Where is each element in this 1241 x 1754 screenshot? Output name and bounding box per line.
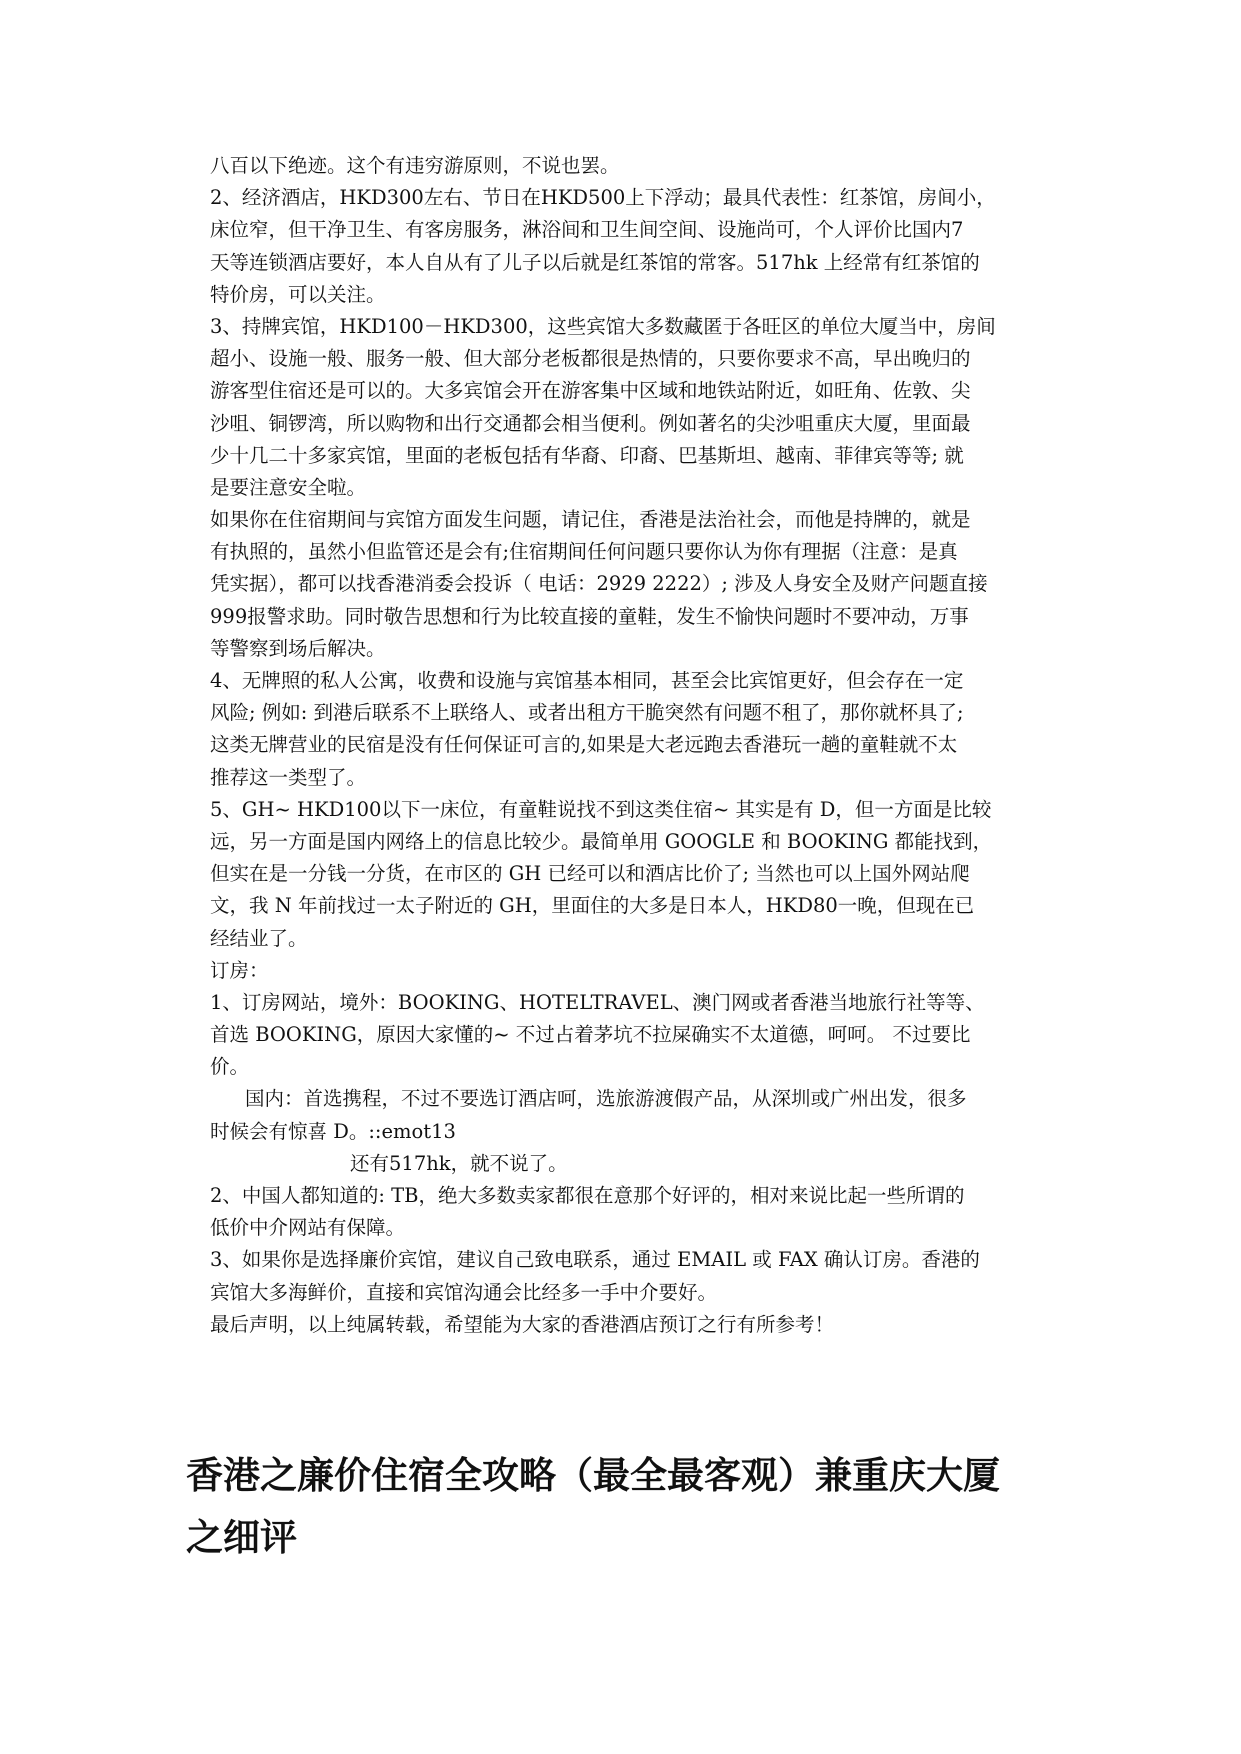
text-line: 风险; 例如: 到港后联系不上联络人、或者出租方干脆突然有问题不租了，那你就杯具了;	[210, 701, 964, 725]
text-line: 最后声明，以上纯属转载，希望能为大家的香港酒店预订之行有所参考！	[210, 1312, 835, 1336]
text-line: 订房：	[210, 958, 269, 982]
text-line: 低价中介网站有保障。	[210, 1216, 406, 1240]
text-line: 价。	[210, 1055, 250, 1079]
text-line: 少十几二十多家宾馆，里面的老板包括有华裔、印裔、巴基斯坦、越南、菲律宾等等; 就	[210, 443, 964, 467]
text-line: 凭实据），都可以找香港消委会投诉（ 电话：2929 2222）; 涉及人身安全及财产问题直接	[210, 572, 988, 596]
text-line: 时候会有惊喜 D。::emot13	[210, 1119, 456, 1143]
heading-line: 之细评	[186, 1516, 297, 1559]
text-line: 是要注意安全啦。	[210, 475, 367, 499]
text-line: 999报警求助。同时敬告思想和行为比较直接的童鞋，发生不愉快问题时不要冲动，万事	[210, 604, 969, 628]
text-line: 但实在是一分钱一分货，在市区的 GH 已经可以和酒店比价了; 当然也可以上国外网站爬	[210, 862, 970, 886]
article-body	[210, 150, 1055, 1341]
text-line: 特价房，可以关注。	[210, 282, 386, 306]
text-line: 这类无牌营业的民宿是没有任何保证可言的,如果是大老远跑去香港玩一趟的童鞋就不太	[210, 733, 958, 757]
text-line: 推荐这一类型了。	[210, 765, 367, 789]
text-line: 还有517hk，就不说了。	[350, 1151, 568, 1175]
text-line: 首选 BOOKING，原因大家懂的~ 不过占着茅坑不拉屎确实不太道德，呵呵。 不过要比	[210, 1023, 971, 1047]
text-line: 远，另一方面是国内网络上的信息比较少。最简单用 GOOGLE 和 BOOKING 都能找到，	[210, 829, 993, 853]
text-line: 国内：首选携程，不过不要选订酒店呵，选旅游渡假产品，从深圳或广州出发，很多	[245, 1087, 967, 1111]
text-line: 1、订房网站，境外：BOOKING、HOTELTRAVEL、澳门网或者香港当地旅行社等等、	[210, 990, 985, 1014]
text-line: 4、无牌照的私人公寓，收费和设施与宾馆基本相同，甚至会比宾馆更好，但会存在一定	[210, 669, 964, 692]
text-line: 如果你在住宿期间与宾馆方面发生问题，请记住，香港是法治社会，而他是持牌的，就是	[210, 508, 971, 532]
text-line: 床位窄，但干净卫生、有客房服务，淋浴间和卫生间空间、设施尚可，个人评价比国内7	[210, 218, 964, 242]
text-line: 沙咀、铜锣湾，所以购物和出行交通都会相当便利。例如著名的尖沙咀重庆大厦，里面最	[210, 411, 971, 435]
text-line: 有执照的，虽然小但监管还是会有;住宿期间任何问题只要你认为你有理据（注意：是真	[210, 540, 958, 564]
heading-line: 香港之廉价住宿全攻略（最全最客观）兼重庆大厦	[186, 1454, 1000, 1497]
text-line: 超小、设施一般、服务一般、但大部分老板都很是热情的，只要你要求不高，早出晚归的	[210, 347, 971, 371]
text-line: 等警察到场后解决。	[210, 636, 386, 660]
text-line: 经结业了。	[210, 926, 308, 950]
text-line: 2、中国人都知道的: TB，绝大多数卖家都很在意那个好评的，相对来说比起一些所谓的	[210, 1184, 965, 1207]
text-line: 5、GH~ HKD100以下一床位，有童鞋说找不到这类住宿~ 其实是有 D，但一方面是比较	[210, 797, 992, 821]
text-line: 八百以下绝迹。这个有违穷游原则，不说也罢。	[210, 154, 620, 177]
text-line: 3、如果你是选择廉价宾馆，建议自己致电联系，通过 EMAIL 或 FAX 确认订房。香港的	[210, 1248, 980, 1272]
text-line: 游客型住宿还是可以的。大多宾馆会开在游客集中区域和地铁站附近，如旺角、佐敦、尖	[210, 379, 971, 403]
text-line: 天等连锁酒店要好，本人自从有了儿子以后就是红茶馆的常客。517hk 上经常有红茶馆的	[210, 250, 980, 274]
text-line: 宾馆大多海鲜价，直接和宾馆沟通会比经多一手中介要好。	[210, 1280, 718, 1304]
text-line: 3、持牌宾馆，HKD100－HKD300，这些宾馆大多数藏匿于各旺区的单位大厦当中，房间	[210, 314, 996, 338]
text-line: 2、经济酒店，HKD300左右、节日在HKD500上下浮动；最具代表性：红茶馆，房间小，	[210, 186, 996, 210]
article-heading	[186, 1445, 1086, 1569]
text-line: 文，我 N 年前找过一太子附近的 GH，里面住的大多是日本人，HKD80一晚，但现在已	[210, 894, 975, 918]
